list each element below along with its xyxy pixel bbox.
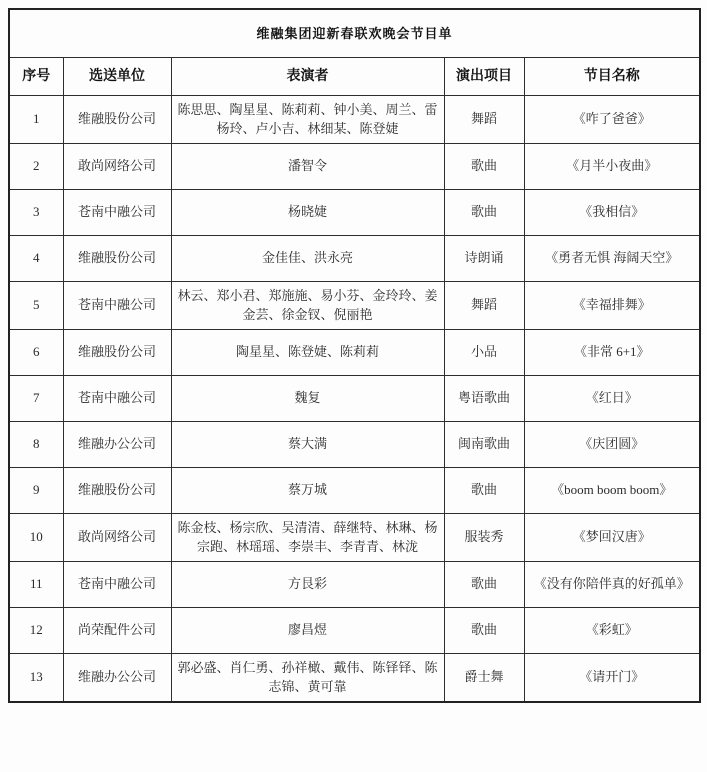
cell-program-name: 《幸福排舞》	[524, 281, 700, 329]
cell-unit: 苍南中融公司	[63, 375, 171, 421]
document-title: 维融集团迎新春联欢晚会节目单	[9, 9, 700, 57]
cell-performers: 蔡万城	[171, 467, 444, 513]
table-row	[9, 235, 700, 281]
table-row	[9, 143, 700, 189]
cell-program-name: 《boom boom boom》	[524, 467, 700, 513]
table-row	[9, 189, 700, 235]
table-row	[9, 421, 700, 467]
cell-serial-number: 9	[9, 467, 63, 513]
cell-program-type: 歌曲	[444, 467, 524, 513]
cell-program-type: 歌曲	[444, 189, 524, 235]
table-body	[9, 95, 700, 702]
cell-unit: 敢尚网络公司	[63, 513, 171, 561]
cell-program-name: 《非常 6+1》	[524, 329, 700, 375]
cell-serial-number: 3	[9, 189, 63, 235]
cell-unit: 苍南中融公司	[63, 281, 171, 329]
cell-program-type: 歌曲	[444, 143, 524, 189]
column-header-unit: 选送单位	[63, 57, 171, 95]
table-row	[9, 513, 700, 561]
cell-serial-number: 11	[9, 561, 63, 607]
cell-program-type: 爵士舞	[444, 653, 524, 702]
table-row	[9, 653, 700, 702]
cell-unit: 维融股份公司	[63, 467, 171, 513]
header-row	[9, 57, 700, 95]
cell-program-name: 《没有你陪伴真的好孤单》	[524, 561, 700, 607]
cell-serial-number: 4	[9, 235, 63, 281]
cell-program-type: 闽南歌曲	[444, 421, 524, 467]
cell-serial-number: 10	[9, 513, 63, 561]
cell-performers: 郭必盛、肖仁勇、孙祥橄、戴伟、陈铎铎、陈志锦、黄可靠	[171, 653, 444, 702]
cell-serial-number: 1	[9, 95, 63, 143]
column-header-name: 节目名称	[524, 57, 700, 95]
cell-unit: 苍南中融公司	[63, 189, 171, 235]
cell-program-type: 舞蹈	[444, 95, 524, 143]
column-header-type: 演出项目	[444, 57, 524, 95]
table-row	[9, 329, 700, 375]
cell-performers: 林云、郑小君、郑施施、易小芬、金玲玲、姜金芸、徐金钗、倪丽艳	[171, 281, 444, 329]
table-row	[9, 375, 700, 421]
cell-performers: 蔡大满	[171, 421, 444, 467]
cell-serial-number: 5	[9, 281, 63, 329]
cell-program-name: 《请开门》	[524, 653, 700, 702]
column-header-performers: 表演者	[171, 57, 444, 95]
cell-serial-number: 12	[9, 607, 63, 653]
cell-program-type: 歌曲	[444, 607, 524, 653]
cell-program-type: 小品	[444, 329, 524, 375]
cell-performers: 陶星星、陈登婕、陈莉莉	[171, 329, 444, 375]
table-row	[9, 561, 700, 607]
cell-unit: 尚荣配件公司	[63, 607, 171, 653]
cell-performers: 潘智令	[171, 143, 444, 189]
cell-program-name: 《彩虹》	[524, 607, 700, 653]
cell-performers: 廖昌煜	[171, 607, 444, 653]
cell-unit: 维融办公公司	[63, 421, 171, 467]
cell-performers: 陈金枝、杨宗欣、吴清清、薛继特、林琳、杨宗跑、林瑶瑶、李崇丰、李青青、林泷	[171, 513, 444, 561]
cell-serial-number: 7	[9, 375, 63, 421]
table-row	[9, 281, 700, 329]
cell-performers: 杨晓婕	[171, 189, 444, 235]
cell-unit: 维融股份公司	[63, 329, 171, 375]
cell-performers: 金佳佳、洪永亮	[171, 235, 444, 281]
cell-program-name: 《勇者无惧 海阔天空》	[524, 235, 700, 281]
cell-unit: 敢尚网络公司	[63, 143, 171, 189]
cell-serial-number: 8	[9, 421, 63, 467]
title-row	[9, 9, 700, 57]
table-row	[9, 467, 700, 513]
cell-serial-number: 2	[9, 143, 63, 189]
cell-unit: 维融办公公司	[63, 653, 171, 702]
cell-program-name: 《我相信》	[524, 189, 700, 235]
cell-unit: 维融股份公司	[63, 95, 171, 143]
cell-program-type: 粤语歌曲	[444, 375, 524, 421]
cell-program-name: 《月半小夜曲》	[524, 143, 700, 189]
cell-performers: 方艮彩	[171, 561, 444, 607]
cell-performers: 陈思思、陶星星、陈莉莉、钟小美、周兰、雷杨玲、卢小吉、林细某、陈登婕	[171, 95, 444, 143]
cell-program-type: 舞蹈	[444, 281, 524, 329]
column-header-no: 序号	[9, 57, 63, 95]
table-row	[9, 95, 700, 143]
cell-program-name: 《梦回汉唐》	[524, 513, 700, 561]
cell-program-type: 服装秀	[444, 513, 524, 561]
cell-program-type: 歌曲	[444, 561, 524, 607]
cell-program-name: 《红日》	[524, 375, 700, 421]
cell-unit: 维融股份公司	[63, 235, 171, 281]
program-table	[8, 8, 701, 703]
table-row	[9, 607, 700, 653]
cell-serial-number: 13	[9, 653, 63, 702]
cell-performers: 魏复	[171, 375, 444, 421]
cell-unit: 苍南中融公司	[63, 561, 171, 607]
cell-program-name: 《庆团圆》	[524, 421, 700, 467]
cell-serial-number: 6	[9, 329, 63, 375]
cell-program-name: 《咋了爸爸》	[524, 95, 700, 143]
cell-program-type: 诗朗诵	[444, 235, 524, 281]
